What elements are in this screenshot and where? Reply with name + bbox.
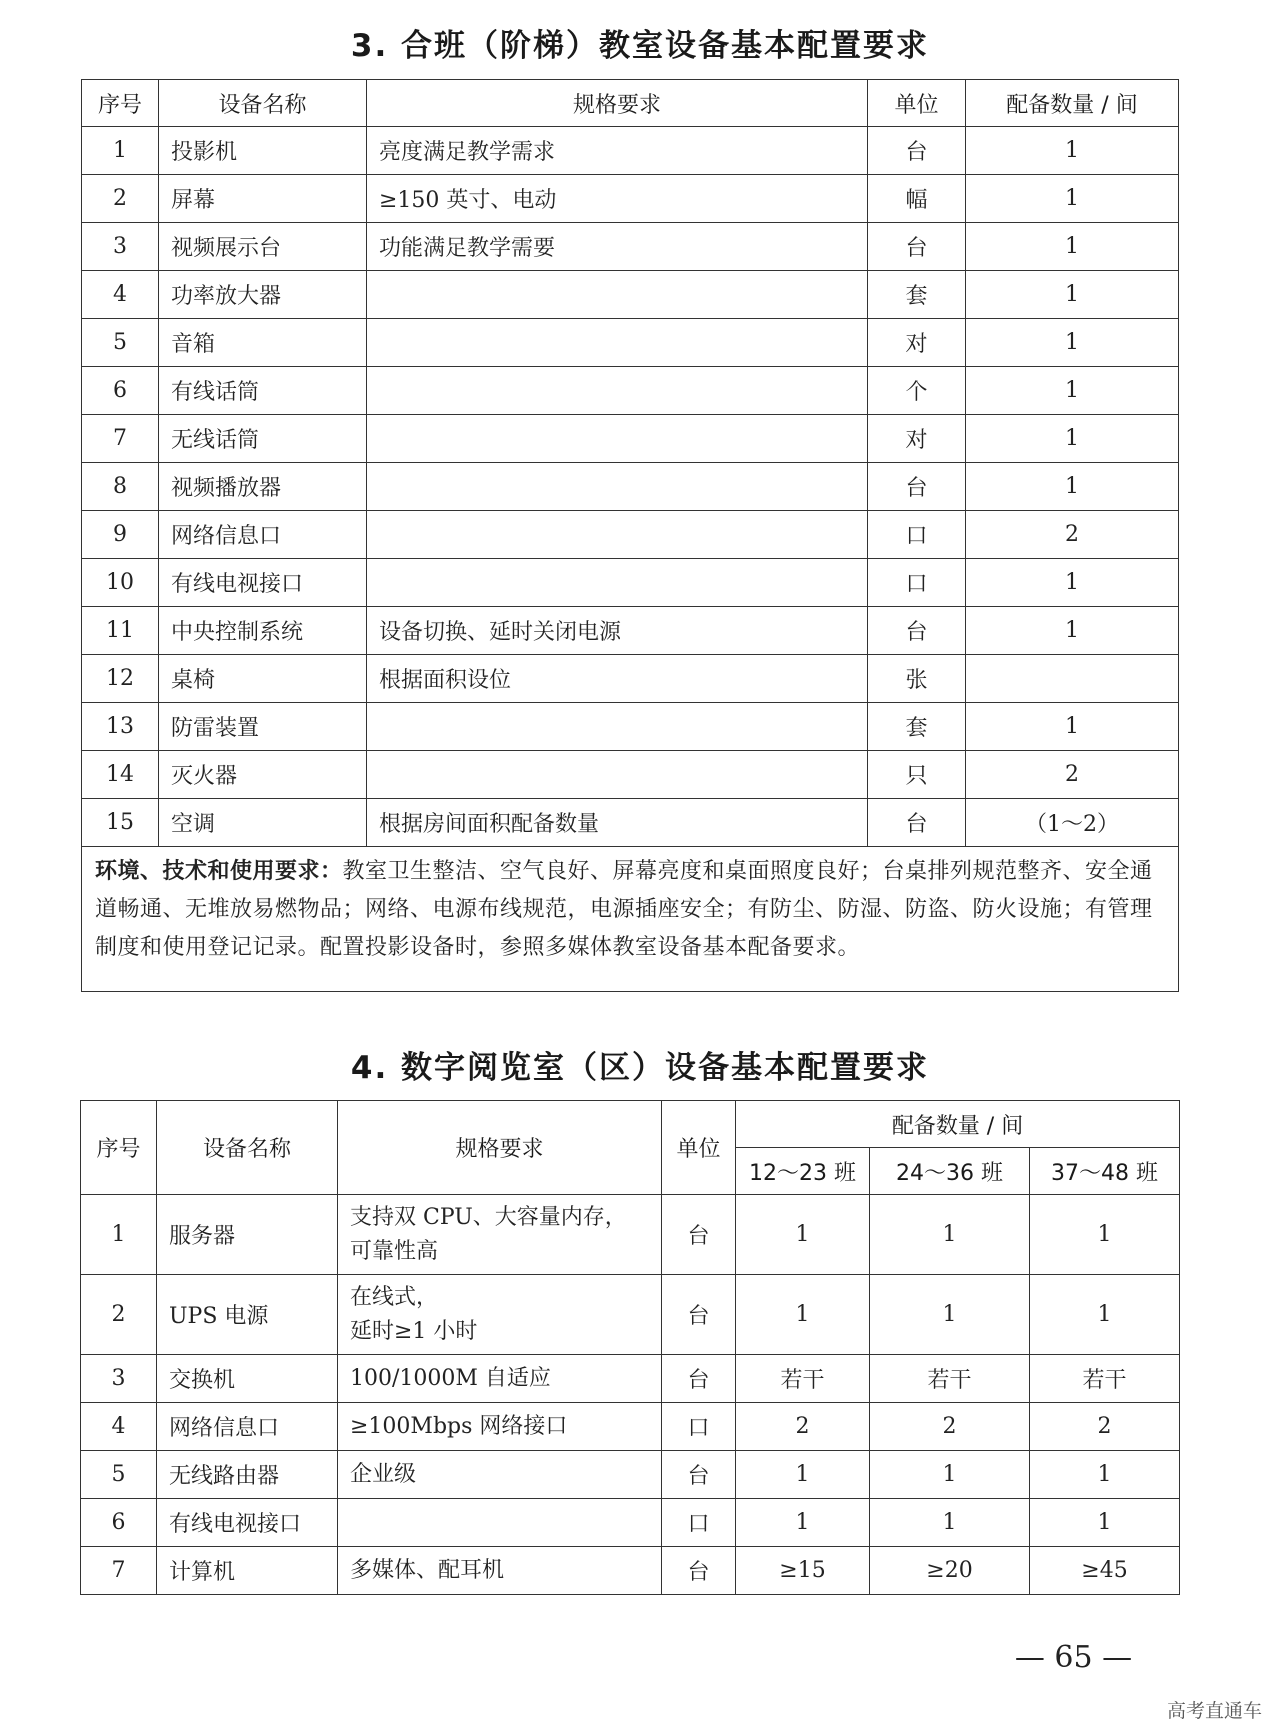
cell-spec [367,415,868,463]
cell-qty-12-23: 1 [736,1499,870,1547]
table-row [82,799,1179,847]
cell-qty: 1 [966,175,1179,223]
cell-name: UPS 电源 [157,1275,338,1355]
cell-unit: 台 [868,799,966,847]
cell-name: 有线电视接口 [159,559,367,607]
cell-name: 服务器 [157,1195,338,1275]
table-row [82,319,1179,367]
cell-spec [367,367,868,415]
cell-unit: 对 [868,415,966,463]
cell-name: 无线话筒 [159,415,367,463]
table-row [82,655,1179,703]
requirements-text: 教室卫生整洁、空气良好、屏幕亮度和桌面照度良好；台桌排列规范整齐、安全通道畅通、无堆放易燃物品；网络、电源布线规范，电源插座安全；有防尘、防湿、防盗、防火设施；有管理制度和使用登记记录。配置投影设备时，参照多媒体教室设备基本配备要求。 [95,859,1153,960]
cell-no: 7 [81,1547,157,1595]
cell-unit: 台 [868,463,966,511]
cell-name: 计算机 [157,1547,338,1595]
table-row [81,1355,1180,1403]
spec-line: 多媒体、配耳机 [350,1557,505,1583]
cell-qty-37-48: ≥45 [1030,1547,1180,1595]
usage-requirements [82,847,1179,992]
cell-name: 无线路由器 [157,1451,338,1499]
cell-unit: 台 [662,1451,736,1499]
cell-qty: 1 [966,703,1179,751]
cell-no: 1 [82,127,159,175]
cell-spec [338,1451,662,1499]
header-qty: 配备数量 / 间 [736,1101,1180,1148]
cell-no: 14 [82,751,159,799]
spec-line: 延时≥1 小时 [350,1318,478,1344]
cell-qty-24-36: 若干 [870,1355,1030,1403]
cell-unit: 幅 [868,175,966,223]
cell-qty: 1 [966,127,1179,175]
cell-name: 中央控制系统 [159,607,367,655]
cell-qty-37-48: 1 [1030,1499,1180,1547]
cell-qty-24-36: 2 [870,1403,1030,1451]
cell-unit: 台 [662,1547,736,1595]
header-unit: 单位 [662,1101,736,1195]
cell-qty: （1～2） [966,799,1179,847]
cell-name: 交换机 [157,1355,338,1403]
cell-qty: 1 [966,415,1179,463]
cell-name: 投影机 [159,127,367,175]
cell-no: 15 [82,799,159,847]
cell-qty: 1 [966,223,1179,271]
table-row [82,463,1179,511]
classroom-equipment-table [81,79,1179,992]
cell-no: 10 [82,559,159,607]
table-header-row [82,80,1179,127]
cell-qty: 1 [966,607,1179,655]
cell-unit: 台 [868,127,966,175]
cell-spec [338,1195,662,1275]
cell-unit: 张 [868,655,966,703]
table-row [82,703,1179,751]
cell-name: 网络信息口 [159,511,367,559]
cell-name: 空调 [159,799,367,847]
cell-unit: 台 [662,1275,736,1355]
cell-name: 有线话筒 [159,367,367,415]
section-4-title: 4. 数字阅览室（区）设备基本配置要求 [350,1050,930,1086]
cell-spec [338,1275,662,1355]
table-row [82,511,1179,559]
cell-name: 网络信息口 [157,1403,338,1451]
cell-qty-24-36: 1 [870,1275,1030,1355]
header-spec: 规格要求 [367,80,868,127]
cell-no: 4 [82,271,159,319]
cell-unit: 台 [868,607,966,655]
cell-unit: 口 [662,1499,736,1547]
spec-line: 支持双 CPU、大容量内存， [350,1204,627,1230]
cell-spec [338,1547,662,1595]
cell-spec: 设备切换、延时关闭电源 [367,607,868,655]
header-spec: 规格要求 [338,1101,662,1195]
cell-no: 11 [82,607,159,655]
cell-unit: 个 [868,367,966,415]
cell-unit: 台 [662,1355,736,1403]
cell-qty [966,655,1179,703]
cell-name: 灭火器 [159,751,367,799]
table-row [81,1275,1180,1355]
cell-unit: 套 [868,271,966,319]
cell-unit: 口 [868,511,966,559]
page-number-text: — 65 — [1014,1640,1133,1675]
header-qty: 配备数量 / 间 [966,80,1179,127]
table-row [81,1195,1180,1275]
cell-name: 防雷装置 [159,703,367,751]
cell-spec [367,271,868,319]
table-row [82,751,1179,799]
cell-unit: 台 [662,1195,736,1275]
cell-qty: 1 [966,319,1179,367]
header-no: 序号 [81,1101,157,1195]
table-row [82,415,1179,463]
cell-no: 12 [82,655,159,703]
cell-no: 6 [82,367,159,415]
cell-no: 8 [82,463,159,511]
cell-qty-37-48: 1 [1030,1275,1180,1355]
cell-no: 6 [81,1499,157,1547]
cell-spec: ≥150 英寸、电动 [367,175,868,223]
cell-name: 桌椅 [159,655,367,703]
cell-no: 7 [82,415,159,463]
cell-unit: 口 [662,1403,736,1451]
header-class-12-23: 12～23 班 [736,1148,870,1195]
cell-no: 4 [81,1403,157,1451]
cell-qty: 2 [966,751,1179,799]
cell-qty-12-23: ≥15 [736,1547,870,1595]
watermark: 高考直通车 [1166,1700,1262,1722]
header-class-37-48: 37～48 班 [1030,1148,1180,1195]
section-3-title: 3. 合班（阶梯）教室设备基本配置要求 [350,28,930,64]
cell-no: 9 [82,511,159,559]
cell-name: 视频展示台 [159,223,367,271]
header-class-24-36: 24～36 班 [870,1148,1030,1195]
cell-spec [367,511,868,559]
header-unit: 单位 [868,80,966,127]
cell-name: 屏幕 [159,175,367,223]
table-row [81,1499,1180,1547]
table-row [82,223,1179,271]
cell-unit: 台 [868,223,966,271]
cell-unit: 口 [868,559,966,607]
cell-qty: 1 [966,559,1179,607]
cell-spec [338,1355,662,1403]
cell-name: 有线电视接口 [157,1499,338,1547]
cell-qty-24-36: 1 [870,1451,1030,1499]
cell-unit: 对 [868,319,966,367]
cell-no: 1 [81,1195,157,1275]
cell-qty: 2 [966,511,1179,559]
cell-qty-12-23: 1 [736,1451,870,1499]
cell-no: 5 [82,319,159,367]
cell-spec [367,559,868,607]
requirements-label: 环境、技术和使用要求： [95,859,343,884]
cell-spec [367,319,868,367]
spec-line: 可靠性高 [350,1238,439,1264]
table-row [82,367,1179,415]
table-row [81,1547,1180,1595]
cell-no: 3 [82,223,159,271]
cell-no: 13 [82,703,159,751]
cell-qty: 1 [966,367,1179,415]
cell-qty-12-23: 1 [736,1195,870,1275]
cell-spec: 亮度满足教学需求 [367,127,868,175]
cell-qty-24-36: ≥20 [870,1547,1030,1595]
table-row [82,175,1179,223]
cell-qty-12-23: 若干 [736,1355,870,1403]
cell-no: 5 [81,1451,157,1499]
cell-qty-24-36: 1 [870,1499,1030,1547]
cell-qty: 1 [966,463,1179,511]
header-name: 设备名称 [159,80,367,127]
cell-name: 视频播放器 [159,463,367,511]
cell-qty-12-23: 2 [736,1403,870,1451]
cell-qty-37-48: 2 [1030,1403,1180,1451]
cell-qty-37-48: 1 [1030,1195,1180,1275]
cell-name: 音箱 [159,319,367,367]
spec-line: 在线式， [350,1284,439,1310]
table-row [82,559,1179,607]
cell-no: 3 [81,1355,157,1403]
cell-qty-12-23: 1 [736,1275,870,1355]
table-row [81,1403,1180,1451]
cell-spec [338,1499,662,1547]
cell-spec: 根据房间面积配备数量 [367,799,868,847]
table-header-row [81,1101,1180,1148]
spec-line: 100/1000M 自适应 [350,1365,551,1391]
table-row [82,271,1179,319]
table-row [82,607,1179,655]
cell-spec [367,463,868,511]
cell-unit: 套 [868,703,966,751]
cell-qty-37-48: 若干 [1030,1355,1180,1403]
spec-line: 企业级 [350,1461,417,1487]
cell-spec [367,751,868,799]
table-row [81,1451,1180,1499]
cell-no: 2 [81,1275,157,1355]
header-no: 序号 [82,80,159,127]
cell-spec [338,1403,662,1451]
cell-spec: 功能满足教学需要 [367,223,868,271]
cell-spec [367,703,868,751]
digital-reading-room-table [80,1100,1180,1595]
spec-line: ≥100Mbps 网络接口 [350,1413,568,1439]
cell-qty-24-36: 1 [870,1195,1030,1275]
cell-no: 2 [82,175,159,223]
cell-unit: 只 [868,751,966,799]
header-name: 设备名称 [157,1101,338,1195]
page-number [0,1640,1280,1675]
table-row [82,127,1179,175]
cell-qty: 1 [966,271,1179,319]
cell-spec: 根据面积设位 [367,655,868,703]
cell-name: 功率放大器 [159,271,367,319]
cell-qty-37-48: 1 [1030,1451,1180,1499]
